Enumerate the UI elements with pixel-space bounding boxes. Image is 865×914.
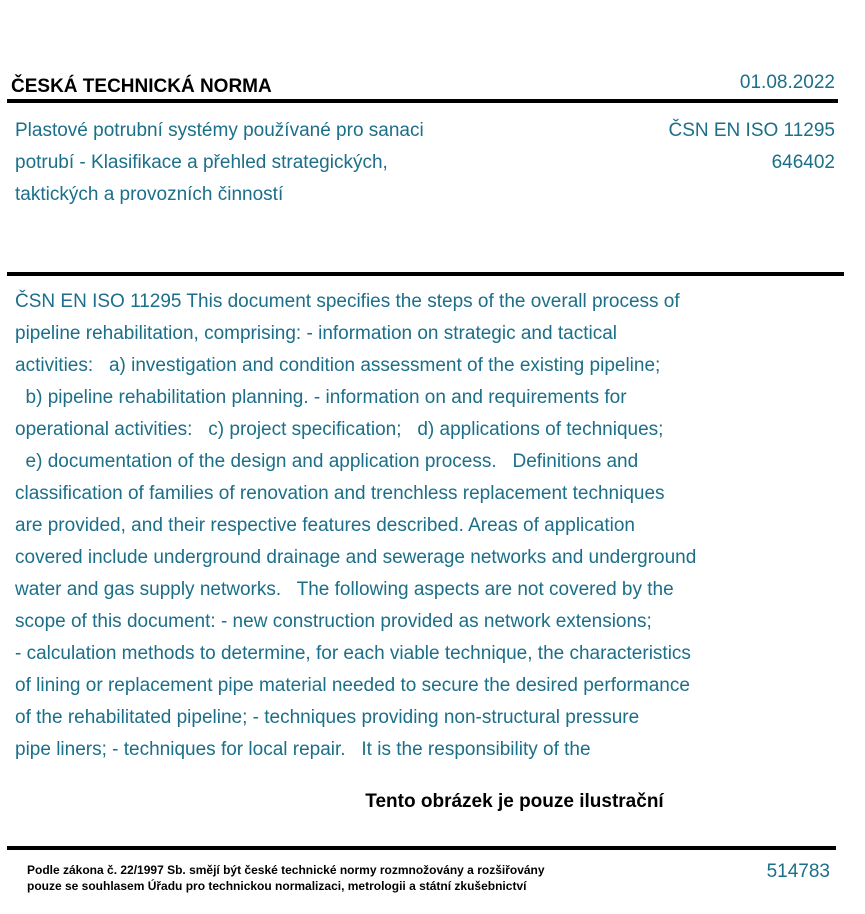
abstract-line: are provided, and their respective features described. Areas of application <box>15 515 635 536</box>
document-header-title: ČESKÁ TECHNICKÁ NORMA <box>11 76 272 97</box>
abstract-line: scope of this document: - new construction provided as network extensions; <box>15 611 652 632</box>
publication-date: 01.08.2022 <box>739 72 835 93</box>
abstract-line: of the rehabilitated pipeline; - techniques providing non-structural pressure <box>15 707 640 728</box>
abstract-line: water and gas supply networks. The following aspects are not covered by the <box>15 579 674 600</box>
title-divider <box>7 272 844 276</box>
abstract-text <box>15 286 815 766</box>
document-number: 514783 <box>766 861 830 882</box>
abstract-line: - calculation methods to determine, for each viable technique, the characteristics <box>15 643 691 664</box>
abstract-line: operational activities: c) project specification; d) applications of techniques; <box>15 419 664 440</box>
standard-title-line: taktických a provozních činností <box>15 184 284 205</box>
abstract-line: classification of families of renovation and trenchless replacement techniques <box>15 483 665 504</box>
abstract-line: b) pipeline rehabilitation planning. - information on and requirements for <box>15 387 627 408</box>
abstract-line: covered include underground drainage and sewerage networks and underground <box>15 547 697 568</box>
standard-designation: ČSN EN ISO 11295 <box>668 120 835 141</box>
copyright-notice-line: pouze se souhlasem Úřadu pro technickou normalizaci, metrologii a státní zkušebnictví <box>27 879 527 893</box>
footer-divider <box>7 846 836 850</box>
standard-identifiers <box>668 115 835 179</box>
standard-class-number: 646402 <box>771 152 835 173</box>
abstract-line: activities: a) investigation and condition assessment of the existing pipeline; <box>15 355 661 376</box>
copyright-notice-line: Podle zákona č. 22/1997 Sb. smějí být české technické normy rozmnožovány a rozšiřovány <box>27 863 545 877</box>
abstract-line: of lining or replacement pipe material needed to secure the desired performance <box>15 675 690 696</box>
abstract-line: pipe liners; - techniques for local repair. It is the responsibility of the <box>15 739 591 760</box>
header-divider <box>7 99 838 103</box>
abstract-line: ČSN EN ISO 11295 This document specifies the steps of the overall process of <box>15 291 680 312</box>
standard-title-line: potrubí - Klasifikace a přehled strategických, <box>15 152 388 173</box>
abstract-line: e) documentation of the design and application process. Definitions and <box>15 451 639 472</box>
illustration-note: Tento obrázek je pouze ilustrační <box>365 791 664 812</box>
copyright-notice <box>27 862 545 894</box>
standard-title-line: Plastové potrubní systémy používané pro sanaci <box>15 120 424 141</box>
abstract-line: pipeline rehabilitation, comprising: - information on strategic and tactical <box>15 323 617 344</box>
standard-title <box>15 115 535 211</box>
